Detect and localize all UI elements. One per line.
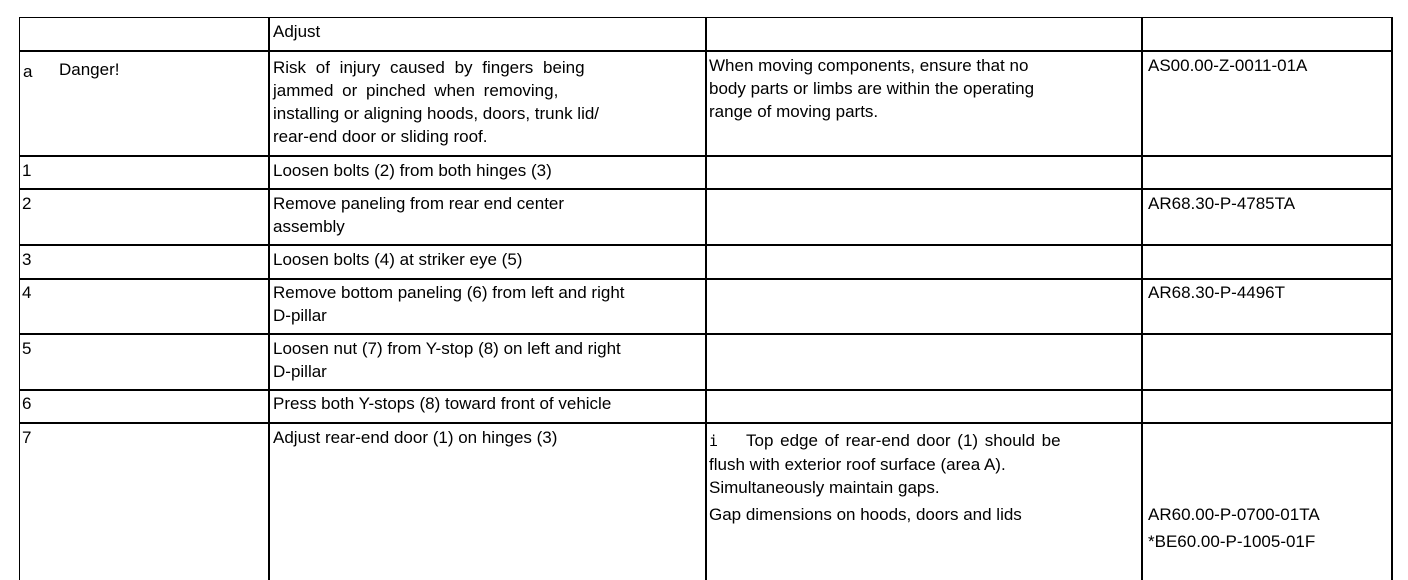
step-text-line: Remove bottom paneling (6) from left and right [273,283,625,302]
step-text [273,281,701,327]
col-rule-0 [19,17,20,580]
step-text: Loosen bolts (2) from both hinges (3) [273,161,552,180]
danger-measure-line: range of moving parts. [709,102,879,121]
step-text-line: assembly [273,217,345,236]
step-number: 2 [22,194,32,213]
step-text-line: Remove paneling from rear end center [273,194,565,213]
step-number: 4 [22,283,32,302]
step-text-line: D-pillar [273,306,327,325]
step-reference: AR68.30-P-4785TA [1148,194,1296,213]
col-rule-3 [1141,17,1143,580]
step-reference: *BE60.00-P-1005-01F [1148,532,1316,551]
col-rule-1 [268,17,270,580]
danger-risk-line: jammed or pinched when removing, [273,81,559,100]
step7-note-line: flush with exterior roof surface (area A). [709,455,1006,474]
danger-risk-line: Risk of injury caused by fingers being [273,58,585,77]
danger-risk-line: rear-end door or sliding roof. [273,127,488,146]
step7-note-line: Top edge of rear-end door (1) should be [746,431,1061,450]
step-reference: AR68.30-P-4496T [1148,283,1286,302]
col-rule-4 [1391,17,1393,580]
step-reference: AR60.00-P-0700-01TA [1148,505,1320,524]
step-number: 3 [22,250,32,269]
step-text [273,337,701,383]
step-text-line: Loosen nut (7) from Y-stop (8) on left and right [273,339,621,358]
header-step-label: Adjust [273,22,321,41]
danger-risk-line: installing or aligning hoods, doors, trunk lid/ [273,104,600,123]
danger-marker: a [23,62,33,81]
danger-risk-text [273,56,701,148]
step-text-line: D-pillar [273,362,327,381]
danger-label: Danger! [59,60,120,79]
info-icon: i [709,432,719,450]
step-text [273,192,701,238]
step-text: Adjust rear-end door (1) on hinges (3) [273,428,558,447]
step7-note-line: Simultaneously maintain gaps. [709,478,940,497]
danger-measure-text [709,54,1137,123]
danger-measure-line: body parts or limbs are within the operating [709,79,1035,98]
step-number: 5 [22,339,32,358]
gap-dimensions-text: Gap dimensions on hoods, doors and lids [709,505,1022,524]
step-text: Loosen bolts (4) at striker eye (5) [273,250,523,269]
danger-reference: AS00.00-Z-0011-01A [1148,56,1308,75]
step-number: 1 [22,161,32,180]
danger-measure-line: When moving components, ensure that no [709,56,1029,75]
step-number: 7 [22,428,32,447]
step-number: 6 [22,394,32,413]
step-text: Press both Y-stops (8) toward front of vehicle [273,394,612,413]
col-rule-2 [705,17,707,580]
